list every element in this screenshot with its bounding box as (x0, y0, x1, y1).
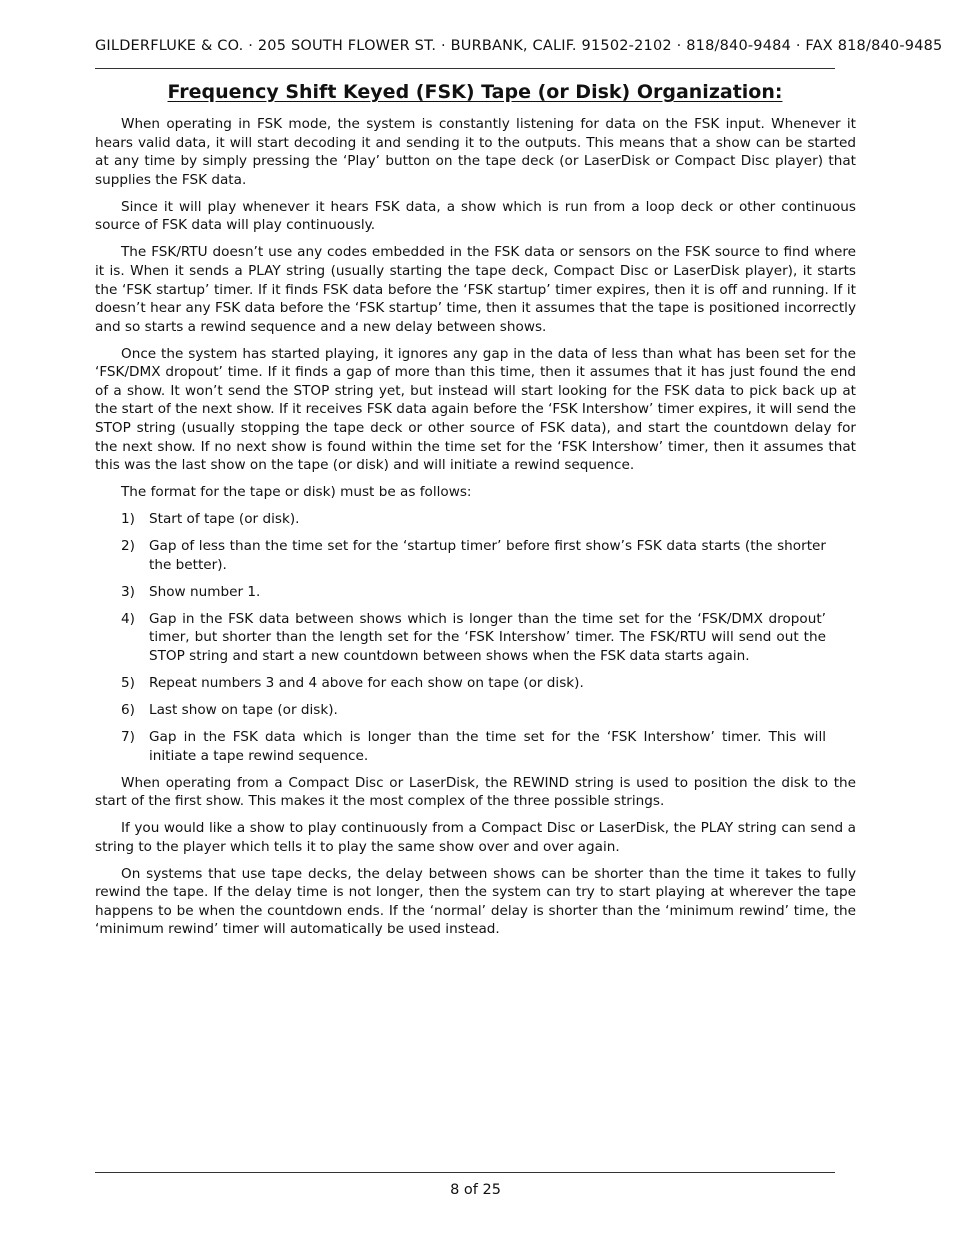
list-item-text: Gap in the FSK data which is longer than the time set for the ‘FSK Intershow’ timer. This will initiate a tape rewind sequence. (149, 728, 826, 764)
page-number: 8 of 25 (450, 1182, 501, 1198)
list-item-text: Start of tape (or disk). (149, 511, 300, 528)
paragraph: When operating in FSK mode, the system is constantly listening for data on the FSK input. Whenever it hears valid data, it will start decoding it and sending it to the outputs. This means that a show can be started at any time by simply pressing the ‘Play’ button on the tape deck (or LaserDisk or Compact Disc player) that supplies the FSK data. (95, 116, 856, 188)
paragraph: The FSK/RTU doesn’t use any codes embedded in the FSK data or sensors on the FSK source to find where it is. When it sends a PLAY string (usually starting the tape deck, Compact Disc or LaserDisk player), it starts the ‘FSK startup’ timer. If it finds FSK data before the ‘FSK startup’ timer expires, then it is off and running. If it doesn’t hear any FSK data before the ‘FSK startup’ time, then it assumes that the tape is positioned incorrectly and so starts a rewind sequence and a new delay between shows. (95, 244, 856, 335)
list-item-number: 4) (121, 610, 135, 627)
list-item-text: Repeat numbers 3 and 4 above for each show on tape (or disk). (149, 674, 584, 691)
list-item (95, 701, 826, 720)
list-item-text: Last show on tape (or disk). (149, 701, 338, 718)
paragraph: When operating from a Compact Disc or LaserDisk, the REWIND string is used to position the disk to the start of the first show. This makes it the most complex of the three possible strings. (95, 774, 856, 810)
page-header: GILDERFLUKE & CO. · 205 SOUTH FLOWER ST. · BURBANK, CALIF. 91502-2102 · 818/840-9484 · FAX 818/840-9485 (95, 38, 943, 54)
list-item (95, 728, 826, 765)
list-item (95, 510, 826, 529)
list-item (95, 610, 826, 666)
footer-rule (95, 1172, 835, 1173)
paragraph: If you would like a show to play continuously from a Compact Disc or LaserDisk, the PLAY string can send a string to the player which tells it to play the same show over and over again. (95, 820, 856, 855)
list-item-number: 6) (121, 701, 135, 718)
document-body (95, 115, 856, 947)
list-item-text: Show number 1. (149, 583, 261, 600)
list-item (95, 583, 826, 602)
list-item-number: 1) (121, 511, 135, 528)
list-item-text: Gap of less than the time set for the ‘startup timer’ before first show’s FSK data starts (the shorter the better). (149, 538, 826, 573)
header-rule (95, 68, 835, 69)
list-item-number: 2) (121, 538, 135, 555)
list-item-text: Gap in the FSK data between shows which is longer than the time set for the ‘FSK/DMX dropout’ timer, but shorter than the length set for the ‘FSK Intershow’ timer. The FSK/RTU will send out the STOP string and start a new countdown between shows when the FSK data starts again. (149, 610, 826, 664)
list-item (95, 674, 826, 693)
page-title: Frequency Shift Keyed (FSK) Tape (or Disk) Organization: (167, 81, 783, 103)
paragraph: The format for the tape or disk) must be as follows: (121, 484, 472, 501)
paragraph: On systems that use tape decks, the delay between shows can be shorter than the time it takes to fully rewind the tape. If the delay time is not longer, then the system can try to start playing at wherever the tape happens to be when the countdown ends. If the ‘normal’ delay is shorter than the ‘minimum rewind’ time, the ‘minimum rewind’ timer will automatically be used instead. (95, 865, 856, 938)
format-list (95, 510, 856, 765)
paragraph: Since it will play whenever it hears FSK data, a show which is run from a loop deck or other continuous source of FSK data will play continuously. (95, 198, 856, 234)
paragraph: Once the system has started playing, it ignores any gap in the data of less than what has been set for the ‘FSK/DMX dropout’ time. If it finds a gap of more than this time, then it assumes that it has just found the end of a show. It won’t send the STOP string yet, but instead will start looking for the FSK data to pick back up at the start of the next show. If it receives FSK data again before the ‘FSK Intershow’ timer expires, it will send the STOP string (usually stopping the tape deck or other source of FSK data), and start the countdown delay for the next show. If no next show is found within the time set for the ‘FSK Intershow’ timer, then it assumes that this was the last show on the tape (or disk) and will initiate a rewind sequence. (95, 345, 856, 474)
list-item-number: 3) (121, 583, 135, 600)
list-item (95, 537, 826, 574)
list-item-number: 5) (121, 674, 135, 691)
list-item-number: 7) (121, 728, 135, 745)
